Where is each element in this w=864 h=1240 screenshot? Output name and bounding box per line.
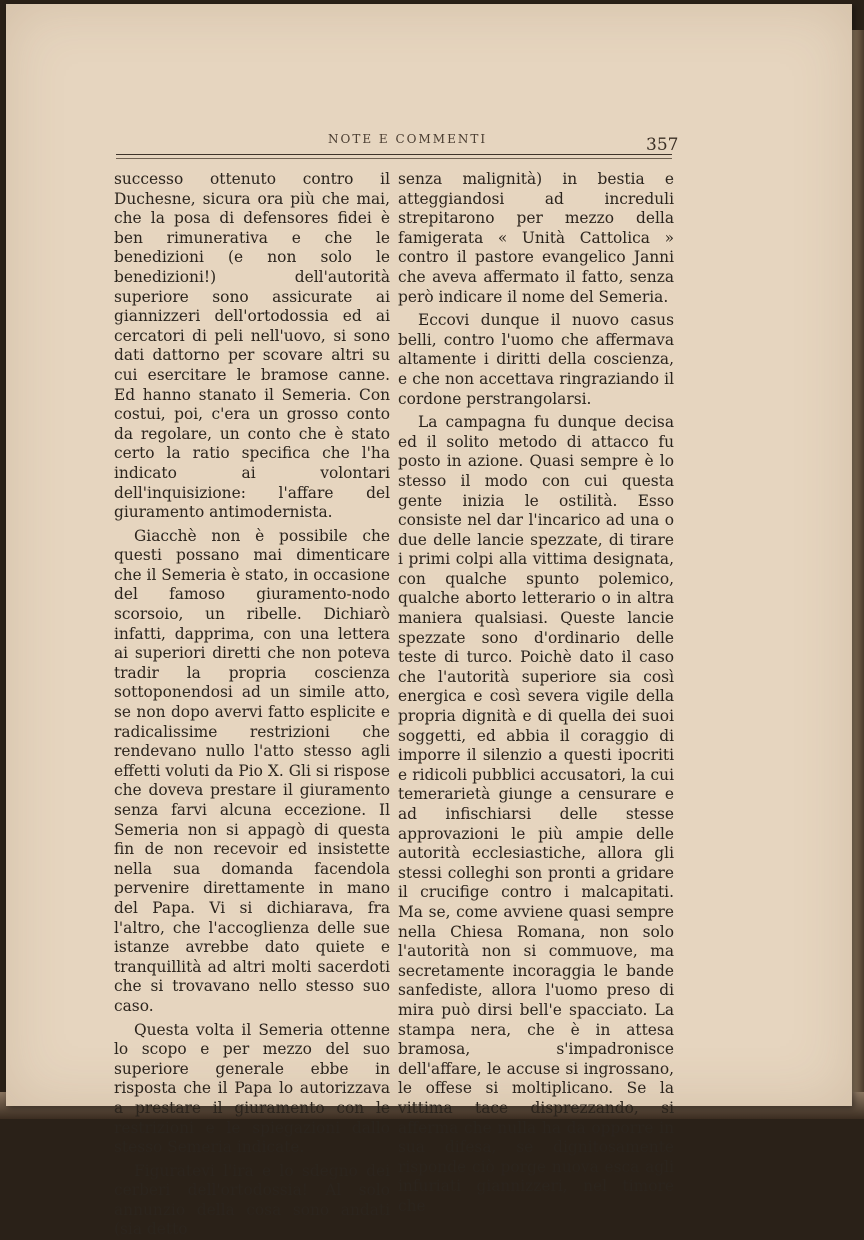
page-number: 357: [646, 135, 679, 155]
header-rule: [116, 154, 672, 155]
running-head: NOTE E COMMENTI: [328, 132, 488, 146]
paragraph: Eccovi dunque il nuovo casus belli, contro l'uomo che affermava altamente i diritti della coscienza, e che non accettava ringraziando il cordone perstrangolarsi.: [398, 311, 674, 408]
paragraph: Figuratevi l'ira e lo sdegno dei cerberi dell'ortodossia! Al solo annunzio della cosa sono andati (sia detto: [114, 1161, 390, 1239]
paragraph: La campagna fu dunque decisa ed il solito metodo di attacco fu posto in azione. Quasi sempre è lo stesso il modo con cui questa gente inizia le ostilità. Esso consiste nel dar l'incarico ad una o due delle lancie spezzate, di tirare i primi colpi alla vittima designata, con qualche spunto polemico, qualche aborto letterario o in altra maniera qualsiasi. Queste lancie spezzate sono d'ordinario delle teste di turco. Poichè dato il caso che l'autorità superiore sia così energica e così severa vigile della propria dignità e di quella dei suoi soggetti, ed abbia il coraggio di imporre il silenzio a questi ipocriti e ridicoli pubblici accusatori, la cui temerarietà giunge a censurare e ad infischiarsi delle stesse approvazioni le più ampie delle autorità ecclesiastiche, allora gli stessi colleghi son pronti a gridare il crucifige contro i malcapitati. Ma se, come avviene quasi sempre nella Chiesa Romana, non solo l'autorità non si commuove, ma secretamente incoraggia le bande sanfediste, allora l'uomo preso di mira può dirsi bell'e spacciato. La stampa nera, che è in attesa bramosa, s'impadronisce dell'affare, le accuse si ingrossano, le offese si moltiplicano. Se la vittima tace disprezzando, si afferma che nulla ha da opporre in sua difesa, se dignitosamente risponde ciò porge nuova esca agli infuriati giannizzeri, nel timore che: [398, 413, 674, 1215]
paragraph: Questa volta il Semeria ottenne lo scopo e per mezzo del suo superiore generale ebbe in risposta che il Papa lo autorizzava a prestare il giuramento con le restrizioni e le spiegazioni dallo stesso Semeria indicate.: [114, 1020, 390, 1157]
header-rule-thin: [116, 158, 672, 159]
right-column: [398, 170, 674, 1216]
book-page: [6, 4, 852, 1239]
paragraph: Giacchè non è possibile che questi possano mai dimenticare che il Semeria è stato, in occasione del famoso giuramento-nodo scorsoio, un ribelle. Dichiarò infatti, dapprima, con una lettera ai superiori diretti che non poteva tradir la propria coscienza sottoponendosi ad un simile atto, se non dopo avervi fatto esplicite e radicalissime restrizioni che rendevano nullo l'atto stesso agli effetti voluti da Pio X. Gli si rispose che doveva prestare il giuramento senza farvi alcuna eccezione. Il Semeria non si appagò di questa fin de non recevoir ed insistette nella sua domanda facendola pervenire direttamente in mano del Papa. Vi si dichiarava, fra l'altro, che l'accoglienza delle sue istanze avrebbe dato quiete e tranquillità ad altri molti sacerdoti che si trovavano nello stesso suo caso.: [114, 526, 390, 1015]
paragraph: senza malignità) in bestia e atteggiandosi ad increduli strepitarono per mezzo della famigerata « Unità Cattolica » contro il pastore evangelico Janni che aveva affermato il fatto, senza però indicare il nome del Semeria.: [398, 170, 674, 306]
left-column: [114, 170, 390, 1240]
paragraph: successo ottenuto contro il Duchesne, sicura ora più che mai, che la posa di defensores fidei è ben rimunerativa e che le benedizioni (e non solo le benedizioni!) dell'autorità superiore sono assicurate ai giannizzeri dell'ortodossia ed ai cercatori di peli nell'uovo, si sono dati dattorno per scovare altri su cui esercitare le bramose canne. Ed hanno stanato il Semeria. Con costui, poi, c'era un grosso conto da regolare, un conto che è stato certo la ratio specifica che l'ha indicato ai volontari dell'inquisizione: l'affare del giuramento antimodernista.: [114, 170, 390, 522]
